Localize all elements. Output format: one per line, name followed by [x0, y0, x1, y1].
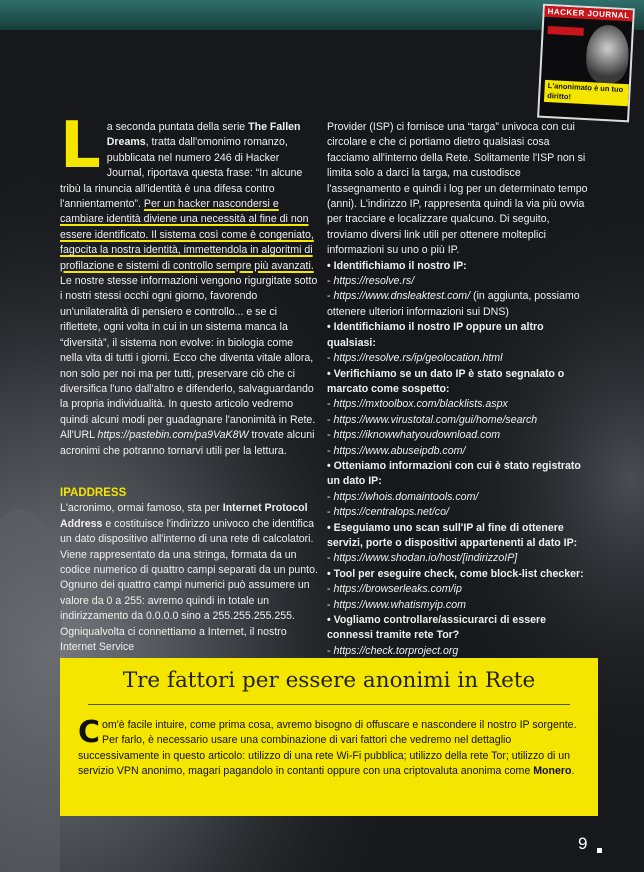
highlighted-quote: Per un hacker nascondersi e cambiare identità diviene una necessità al fine di non essere identificato. Il sistema così come è congeniato, fagocita la nostra identità, immettendola in algoritmi di profilazione e sistemi di controllo sempre più avanzati. [60, 198, 314, 272]
section-title: IPADDRESS [60, 486, 127, 499]
list-heading: • Verifichiamo se un dato IP è stato segnalato o marcato come sospetto: [327, 367, 565, 395]
box-divider [88, 704, 570, 705]
cover-headline: L'anonimato è un tuo diritto! [547, 81, 624, 102]
cover-hooded-figure [585, 24, 630, 84]
link-list [327, 259, 589, 660]
list-heading: • Identifichiamo il nostro IP oppure un altro qualsiasi: [327, 321, 544, 349]
list-item: - https://www.dnsleaktest.com/ (in aggiunta, possiamo ottenere ulteriori informazioni sui DNS) [327, 290, 580, 318]
url-link[interactable]: https://iknowwhatyoudownload.com [333, 429, 501, 442]
list-item: - https://www.virustotal.com/gui/home/search [327, 413, 538, 426]
list-heading: • Otteniamo informazioni con cui è stato registrato un dato IP: [327, 459, 581, 488]
cover-masthead: HACKER JOURNAL [544, 6, 632, 22]
url-link[interactable]: https://browserleaks.com/ip [333, 583, 462, 596]
url-link[interactable]: https://www.virustotal.com/gui/home/search [333, 413, 538, 426]
url-link[interactable]: https://www.shodan.io/host/[indirizzoIP] [333, 552, 518, 565]
list-item: - https://centralops.net/co/ [327, 506, 449, 519]
pastebin-paragraph: All'URL https://pastebin.com/pa9VaK8W trovate alcuni acronimi che potranno tornarvi utili per la lettura. [60, 429, 315, 457]
url-link[interactable]: https://whois.domaintools.com/ [333, 490, 479, 503]
list-item: - https://resolve.rs/ip/geolocation.html [327, 352, 503, 365]
pastebin-link[interactable]: https://pastebin.com/pa9VaK8W [97, 429, 249, 442]
list-heading: • Eseguiamo uno scan sull'IP al fine di ottenere servizi, porte o dispositivi appartenenti al dato IP: [327, 521, 578, 549]
url-link[interactable]: https://resolve.rs/ [333, 275, 415, 288]
url-link[interactable]: https://www.abuseipdb.com/ [333, 444, 466, 457]
list-heading: • Tool per eseguire check, come block-list checker: [327, 567, 584, 580]
list-heading: • Identifichiamo il nostro IP: [327, 259, 467, 272]
article-column-right [327, 120, 589, 659]
intro-paragraph: La seconda puntata della serie The Fallen Dreams, tratta dall'omonimo romanzo, pubblicata nel numero 246 di Hacker Journal, riportava questa frase: “In alcune tribù la rinuncia all'identità è una difesa contro l'annientamento”. Per un hacker nascondersi e cambiare identità diviene una necessità al fine di non essere identificato. Il sistema così come è congeniato, fagocita la nostra identità, immettendola in algoritmi di profilazione e sistemi di controllo sempre più avanzati. Le nostre stesse informazioni vengono rigurgitate sotto i nostri stessi occhi ogni giorno, favorendo un'unilateralità di pensiero e controllo... e se ci riflettete, ogni volta in cui in un sistema manca la “diversità”, il sistema non evolve: in biologia come nella vita di tutti i giorni. Ecco che diventa vitale allora, non solo per noi ma per tutti, preservare ciò che ci diversifica l'uno dall'altro e difenderlo, salvaguardando la propria individualità. In questo articolo vedremo quindi alcuni modi per guadagnare l'anonimità in Rete. [60, 109, 318, 426]
list-item: - https://iknowwhatyoudownload.com [327, 429, 501, 442]
magazine-cover [537, 4, 635, 123]
list-item: - https://whois.domaintools.com/ [327, 490, 479, 503]
ipaddress-paragraph: L'acronimo, ormai famoso, sta per Internet Protocol Address e costituisce l'indirizzo univoco che identifica un dato dispositivo all'interno di una rete di calcolatori. Viene rappresentato da una stringa, formata da un codice numerico di quattro campi separati da un punto. Ognuno dei quattro campi numerici può assumere un valore da 0 a 255: avremo quindi in totale un indirizzamento da 0.0.0.0 sino a 255.255.255.255. Ogniqualvolta ci connettiamo a Internet, il nostro Internet Service [60, 502, 318, 653]
box-text: Com'è facile intuire, come prima cosa, avremo bisogno di offuscare e nascondere il nostro IP sorgente. Per farlo, è necessario usare una combinazione di vari fattori che vedremo nel dettaglio successivamente in questo articolo: utilizzo di una rete Wi-Fi pubblica; utilizzo della rete Tor; utilizzo di un servizio VPN anonimo, magari pagandolo in contanti oppure con una criptovaluta anonima come Monero. [78, 715, 577, 778]
url-link[interactable]: https://centralops.net/co/ [333, 506, 449, 519]
list-item: - https://mxtoolbox.com/blacklists.aspx [327, 398, 508, 411]
page-number-dot [597, 848, 602, 853]
box-drop-cap: C [78, 715, 101, 750]
box-title: Tre fattori per essere anonimi in Rete [122, 668, 536, 693]
sidebar-box [60, 658, 598, 816]
list-item: - https://check.torproject.org [327, 644, 459, 657]
list-item: - https://www.shodan.io/host/[indirizzoIP] [327, 552, 518, 565]
url-link[interactable]: https://www.dnsleaktest.com/ [333, 290, 471, 303]
isp-paragraph: Provider (ISP) ci fornisce una “targa” univoca con cui circolare e che ci portiamo dietro qualsiasi cosa facciamo all'interno della Rete. Solitamente l'ISP non si limita solo a darci la targa, ma custodisce l'assegnamento e quindi i log per un determinato tempo (anni). L'indirizzo IP, rappresenta quindi la via più ovvia per tracciare e localizzare qualcuno. Di seguito, troviamo diversi link utili per ottenere molteplici informazioni su uno o più IP. [327, 121, 588, 257]
url-link[interactable]: https://mxtoolbox.com/blacklists.aspx [333, 398, 508, 411]
drop-cap: L [60, 109, 101, 183]
list-heading: • Vogliamo controllare/assicurarci di essere connessi tramite rete Tor? [327, 614, 547, 642]
url-link[interactable]: https://check.torproject.org [333, 644, 459, 657]
list-item: - https://browserleaks.com/ip [327, 583, 462, 596]
list-item: - https://www.abuseipdb.com/ [327, 444, 466, 457]
url-link[interactable]: https://www.whatismyip.com [333, 598, 466, 611]
article-column-left [60, 109, 318, 655]
url-link[interactable]: https://resolve.rs/ip/geolocation.html [333, 352, 503, 365]
list-item: - https://www.whatismyip.com [327, 598, 466, 611]
list-item: - https://resolve.rs/ [327, 275, 415, 288]
page-number: 9 [578, 834, 588, 853]
